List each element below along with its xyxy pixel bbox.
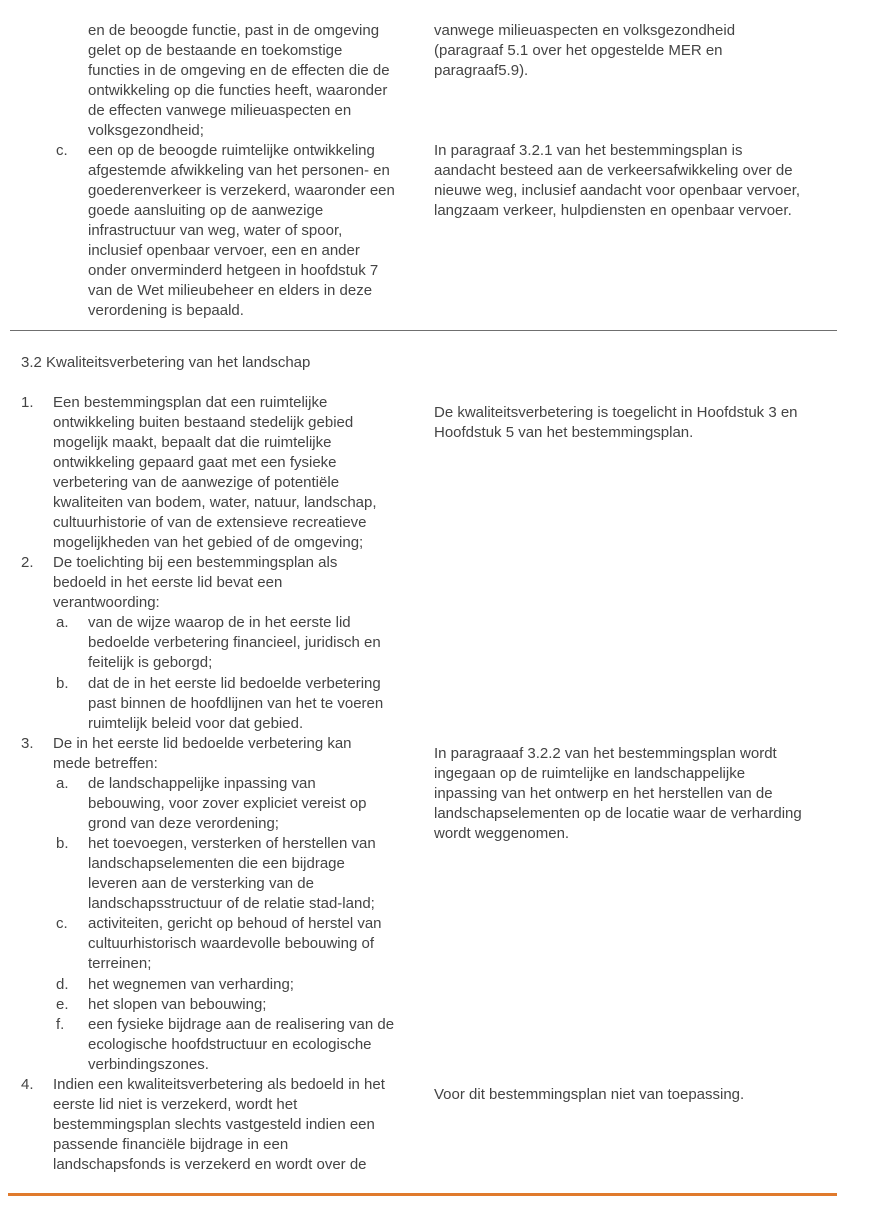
list-marker: d.	[56, 976, 69, 993]
note-line: vanwege milieuaspecten en volksgezondheid	[434, 22, 736, 39]
text-line: ontwikkeling op die functies heeft, waaronder	[88, 82, 388, 99]
text-line: volksgezondheid;	[88, 122, 204, 139]
note-line: Voor dit bestemmingsplan niet van toepassing.	[434, 1086, 745, 1103]
list-marker: b.	[56, 675, 69, 692]
list-marker: a.	[56, 775, 69, 792]
text-line: functies in de omgeving en de effecten die de	[88, 62, 390, 79]
text-line: verbindingszones.	[88, 1056, 209, 1073]
text-line: onder onverminderd hetgeen in hoofdstuk 7	[88, 262, 379, 279]
text-line: inclusief openbaar vervoer, een en ander	[88, 242, 360, 259]
list-marker: c.	[56, 915, 68, 932]
text-line: verbetering van de aanwezige of potentiële	[53, 474, 340, 491]
note-line: (paragraaf 5.1 over het opgestelde MER en	[434, 42, 723, 59]
text-line: De in het eerste lid bedoelde verbetering kan	[53, 735, 352, 752]
text-line: feitelijk is geborgd;	[88, 654, 213, 671]
text-line: passende financiële bijdrage in een	[53, 1136, 289, 1153]
text-line: een op de beoogde ruimtelijke ontwikkeling	[88, 142, 375, 159]
note-line: wordt weggenomen.	[434, 825, 570, 842]
text-line: het toevoegen, versterken of herstellen van	[88, 835, 376, 852]
note-line: Hoofdstuk 5 van het bestemmingsplan.	[434, 424, 694, 441]
list-marker: f.	[56, 1016, 65, 1033]
text-line: ontwikkeling buiten bestaand stedelijk gebied	[53, 414, 354, 431]
text-line: verantwoording:	[53, 594, 160, 611]
note-line: landschapselementen op de locatie waar de verharding	[434, 805, 802, 822]
text-line: de effecten vanwege milieuaspecten en	[88, 102, 352, 119]
text-line: kwaliteiten van bodem, water, natuur, landschap,	[53, 494, 377, 511]
text-line: terreinen;	[88, 955, 152, 972]
text-line: infrastructuur van weg, water of spoor,	[88, 222, 343, 239]
text-line: landschapselementen die een bijdrage	[88, 855, 345, 872]
text-line: de landschappelijke inpassing van	[88, 775, 316, 792]
text-line: goederenverkeer is verzekerd, waaronder een	[88, 182, 395, 199]
text-line: en de beoogde functie, past in de omgeving	[88, 22, 380, 39]
text-line: het slopen van bebouwing;	[88, 996, 267, 1013]
list-marker: e.	[56, 996, 69, 1013]
text-line: ruimtelijk beleid voor dat gebied.	[88, 715, 304, 732]
note-line: In paragraaf 3.2.1 van het bestemmingsplan is	[434, 142, 743, 159]
list-marker: a.	[56, 614, 69, 631]
note-line: inpassing van het ontwerp en het herstellen van de	[434, 785, 773, 802]
section-divider	[10, 330, 837, 331]
text-line: mede betreffen:	[53, 755, 158, 772]
list-marker: 4.	[21, 1076, 34, 1093]
text-line: Indien een kwaliteitsverbetering als bedoeld in het	[53, 1076, 385, 1093]
text-line: Een bestemmingsplan dat een ruimtelijke	[53, 394, 328, 411]
text-line: bedoelde verbetering financieel, juridisch en	[88, 634, 381, 651]
text-line: cultuurhistorisch waardevolle bebouwing of	[88, 935, 374, 952]
note-line: nieuwe weg, inclusief aandacht voor openbaar vervoer,	[434, 182, 801, 199]
text-line: grond van deze verordening;	[88, 815, 279, 832]
text-line: mogelijk maakt, bepaalt dat die ruimtelijke	[53, 434, 332, 451]
text-line: past binnen de hoofdlijnen van het te voeren	[88, 695, 384, 712]
text-line: leveren aan de versterking van de	[88, 875, 314, 892]
text-line: het wegnemen van verharding;	[88, 976, 294, 993]
text-line: goede aansluiting op de aanwezige	[88, 202, 324, 219]
list-marker: 3.	[21, 735, 34, 752]
text-line: ontwikkeling gepaard gaat met een fysieke	[53, 454, 337, 471]
text-line: eerste lid niet is verzekerd, wordt het	[53, 1096, 298, 1113]
text-line: activiteiten, gericht op behoud of herstel van	[88, 915, 382, 932]
note-line: De kwaliteitsverbetering is toegelicht in Hoofdstuk 3 en	[434, 404, 798, 421]
list-marker: b.	[56, 835, 69, 852]
text-line: landschapsstructuur of de relatie stad-land;	[88, 895, 375, 912]
list-marker: c.	[56, 142, 68, 159]
section-heading: 3.2 Kwaliteitsverbetering van het landschap	[21, 354, 311, 371]
text-line: afgestemde afwikkeling van het personen- en	[88, 162, 390, 179]
text-line: een fysieke bijdrage aan de realisering van de	[88, 1016, 395, 1033]
text-line: bestemmingsplan slechts vastgesteld indien een	[53, 1116, 375, 1133]
text-line: cultuurhistorie of van de extensieve recreatieve	[53, 514, 367, 531]
text-line: De toelichting bij een bestemmingsplan als	[53, 554, 338, 571]
text-line: van de wijze waarop de in het eerste lid	[88, 614, 351, 631]
note-line: langzaam verkeer, hulpdiensten en openbaar vervoer.	[434, 202, 792, 219]
text-line: bebouwing, voor zover expliciet vereist op	[88, 795, 367, 812]
note-line: ingegaan op de ruimtelijke en landschappelijke	[434, 765, 746, 782]
text-line: bedoeld in het eerste lid bevat een	[53, 574, 283, 591]
note-line: paragraaf5.9).	[434, 62, 529, 79]
text-line: ecologische hoofdstructuur en ecologische	[88, 1036, 372, 1053]
note-line: In paragraaaf 3.2.2 van het bestemmingsplan wordt	[434, 745, 777, 762]
text-line: mogelijkheden van het gebied of de omgeving;	[53, 534, 364, 551]
text-line: dat de in het eerste lid bedoelde verbetering	[88, 675, 381, 692]
text-line: gelet op de bestaande en toekomstige	[88, 42, 343, 59]
note-line: aandacht besteed aan de verkeersafwikkeling over de	[434, 162, 793, 179]
list-marker: 1.	[21, 394, 34, 411]
text-line: van de Wet milieubeheer en elders in deze	[88, 282, 373, 299]
text-line: landschapsfonds is verzekerd en wordt over de	[53, 1156, 367, 1173]
list-marker: 2.	[21, 554, 34, 571]
text-line: verordening is bepaald.	[88, 302, 244, 319]
page-bottom-rule	[8, 1193, 837, 1196]
